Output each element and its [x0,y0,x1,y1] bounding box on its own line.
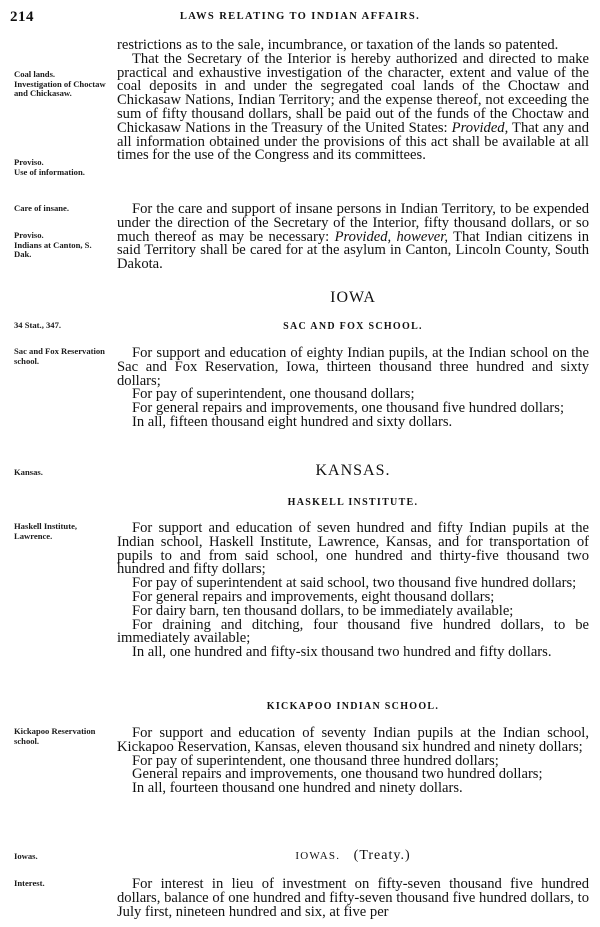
appropriation-line: For dairy barn, ten thousand dollars, to be immediately available; [132,602,514,619]
margin-note: Proviso. [14,230,44,240]
margin-note-interest: Interest. [14,878,45,888]
sac-fox-section [117,347,589,430]
appropriation-line: For pay of superintendent, one thousand three hundred dollars; [132,752,499,769]
coal-lands-text: That the Secretary of the Interior is hereby authorized and directed to make practical and exhaustive investigation of the character, extent and value of the coal deposits in and under the segregated coal lands of the Choctaw and Chickasaw Nations, Indian Territory; and the expense thereof, not exceeding the sum of fifty thousand dollars, shall be paid out of the funds of the Choctaw and Chickasaw Nations in the Treasury of the United States: [117,50,589,136]
continued-text: restrictions as to the sale, incumbrance, or taxation of the lands so patented. [117,37,559,53]
margin-note-coal [14,70,110,99]
kickapoo-section [117,727,589,796]
page-number: 214 [10,9,34,25]
appropriation-line: For interest in lieu of investment on fifty-seven thousand five hundred dollars, balance of one hundred and fifty-seven thousand five hundred dollars, to July first, nineteen hundred and six, at five per [117,876,589,920]
coal-lands-text-end: That any and all information obtained under the provisions of this act shall be available at all times for the use of the Congress and its committees. [117,119,590,164]
margin-note: Investigation of Choctaw and Chickasaw. [14,78,106,98]
margin-note-insane [14,204,110,214]
school-heading-haskell: HASKELL INSTITUTE. [287,497,419,508]
appropriation-line: For general repairs and improvements, eight thousand dollars; [132,588,495,605]
appropriation-line: For pay of superintendent at said school, two thousand five hundred dollars; [132,575,577,592]
margin-note-kansas: Kansas. [14,467,43,477]
margin-note: Care of insane. [14,203,69,213]
margin-note-kickapoo: Kickapoo Reservation school. [14,726,96,746]
proviso-word: Provided, [451,119,509,136]
running-title: LAWS RELATING TO INDIAN AFFAIRS. [179,11,421,22]
coal-lands-section [117,39,589,163]
state-heading-kansas: KANSAS. [315,462,391,479]
haskell-section [117,522,589,660]
coal-lands-paragraph [117,50,590,164]
margin-note: Coal lands. [14,69,56,79]
appropriation-line: For draining and ditching, four thousand five hundred dollars, to be immediately available; [117,616,589,647]
margin-note-haskell: Haskell Institute, Lawrence. [14,521,78,541]
tribe-heading-iowas [117,848,589,864]
margin-note: Proviso. [14,157,44,167]
appropriation-line: For support and education of eighty Indian pupils, at the Indian school on the Sac and Fox Reservation, Iowa, thirteen thousand three hundred and sixty dollars; [117,345,589,389]
insane-text-end: That Indian citizens in said Territory shall be cared for at the asylum in Canton, Lincoln County, South Dakota. [117,228,590,273]
appropriation-line: For general repairs and improvements, one thousand five hundred dollars; [132,400,565,417]
insane-paragraph [117,203,589,272]
appropriation-total: In all, fifteen thousand eight hundred and sixty dollars. [132,413,453,430]
proviso-word: Provided, however, [334,228,448,245]
appropriation-line: For pay of superintendent, one thousand dollars; [132,386,415,403]
tribe-name: IOWAS. [295,850,341,862]
school-heading-sac-fox: SAC AND FOX SCHOOL. [283,321,423,332]
iowas-section [117,878,589,919]
insane-section [117,203,589,272]
margin-note-canton [14,231,110,260]
margin-note: Indians at Canton, S. Dak. [14,239,92,259]
margin-note-iowas: Iowas. [14,851,38,861]
treaty-label: (Treaty.) [353,848,411,863]
margin-note-proviso [14,158,110,177]
appropriation-line: General repairs and improvements, one thousand two hundred dollars; [132,766,543,783]
appropriation-total: In all, fourteen thousand one hundred and ninety dollars. [132,780,463,797]
appropriation-total: In all, one hundred and fifty-six thousand two hundred and fifty dollars. [132,644,552,661]
school-heading-kickapoo: KICKAPOO INDIAN SCHOOL. [266,701,440,712]
appropriation-line: For support and education of seventy Indian pupils at the Indian school, Kickapoo Reservation, Kansas, eleven thousand six hundred and ninety dollars; [117,725,589,755]
state-heading-iowa: IOWA [330,289,376,306]
margin-note-sac-fox: Sac and Fox Reservation school. [14,346,105,366]
insane-text: For the care and support of insane persons in Indian Territory, to be expended under the direction of the Secretary of the Interior, fifty thousand dollars, or so much thereof as may be necessary: [117,201,589,245]
margin-note: Use of information. [14,166,85,177]
stat-reference: 34 Stat., 347. [14,320,62,330]
appropriation-line: For support and education of seven hundred and fifty Indian pupils at the Indian school, Haskell Institute, Lawrence, Kansas, and for transportation of pupils to and from said school, one hundred and thirty-five thousand two hundred and fifty dollars; [117,520,589,578]
